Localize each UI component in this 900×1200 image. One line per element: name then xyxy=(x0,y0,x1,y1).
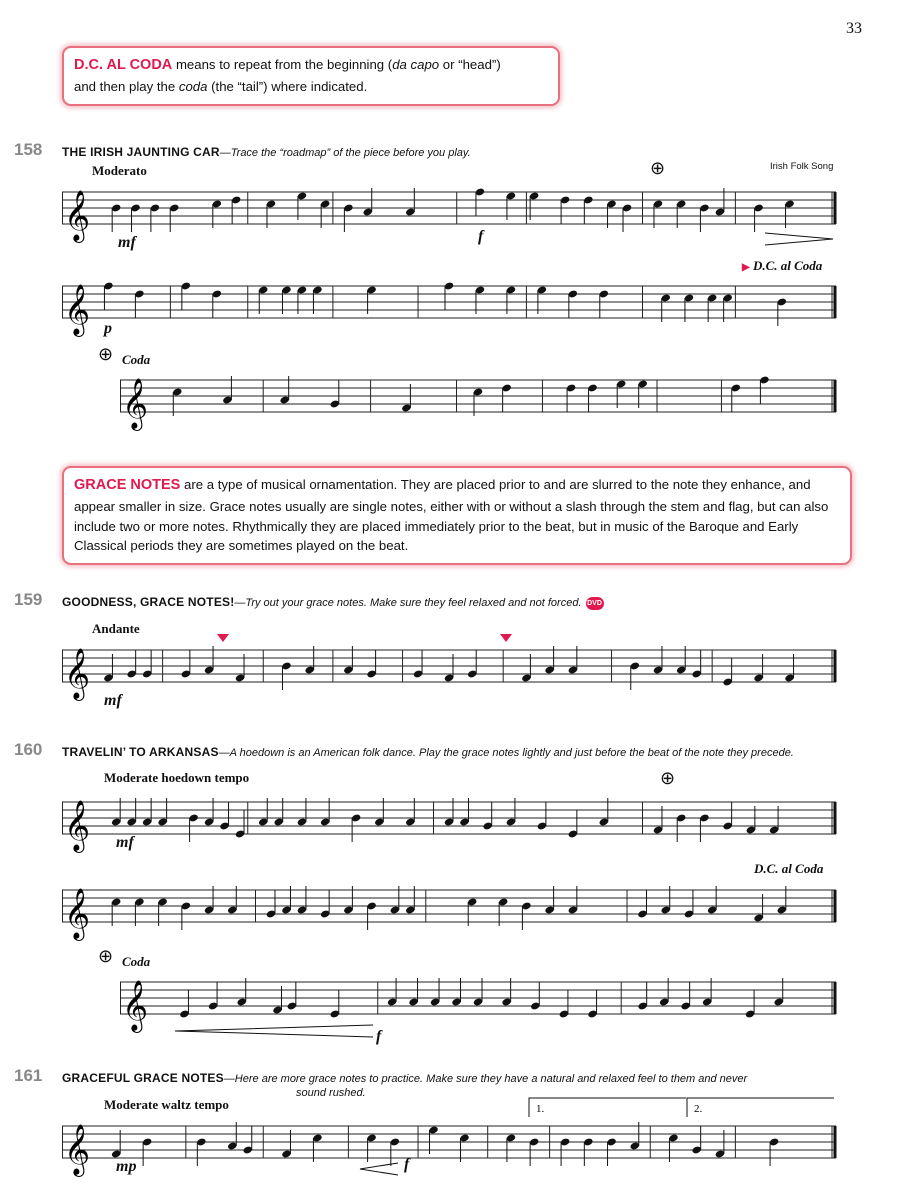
tempo-marking: Moderato xyxy=(92,163,147,178)
dc-term: D.C. AL CODA xyxy=(74,57,173,73)
music-staff-159 xyxy=(62,640,836,700)
dynamic-mf: mf xyxy=(104,692,122,709)
coda-sign-icon: ⊕ xyxy=(660,768,676,789)
crescendo-hairpin xyxy=(175,1024,375,1038)
treble-clef-icon: 𝄞 xyxy=(64,888,91,939)
exercise-title: GRACEFUL GRACE NOTES xyxy=(62,1071,224,1085)
coda-label: Coda xyxy=(122,352,151,367)
exercise-title: TRAVELIN’ TO ARKANSAS xyxy=(62,745,219,759)
music-staff-160-line2 xyxy=(62,880,836,940)
dc-italic-1: da capo xyxy=(392,57,440,72)
dc-al-coda-marking xyxy=(754,861,823,877)
dynamic-f: f xyxy=(404,1156,410,1173)
exercise-description: —Trace the “roadmap” of the piece before you play. xyxy=(219,147,471,159)
dc-text: means to repeat from the beginning ( xyxy=(172,57,393,72)
dynamic-f: f xyxy=(478,228,484,245)
dynamic-f: f xyxy=(376,1028,382,1045)
coda-sign-icon: ⊕ xyxy=(650,158,666,179)
first-ending-bracket xyxy=(528,1097,688,1117)
page-number: 33 xyxy=(846,20,862,37)
music-staff-160-coda xyxy=(120,972,836,1032)
exercise-heading-160 xyxy=(62,745,794,759)
dc-al-coda-box xyxy=(62,46,560,106)
exercise-title: THE IRISH JAUNTING CAR xyxy=(62,145,220,159)
treble-clef-icon: 𝄞 xyxy=(64,190,91,241)
tempo-marking: Moderate hoedown tempo xyxy=(104,770,250,785)
exercise-heading-159 xyxy=(62,595,604,610)
tempo-marking: Moderate waltz tempo xyxy=(104,1097,229,1112)
tempo-marking: Andante xyxy=(92,621,140,636)
grace-term: GRACE NOTES xyxy=(74,477,181,493)
decrescendo-hairpin xyxy=(765,232,835,246)
source-credit: Irish Folk Song xyxy=(770,161,834,172)
dc-text-mid: or “head”) xyxy=(439,57,501,72)
coda-label: Coda xyxy=(122,954,151,969)
treble-clef-icon: 𝄞 xyxy=(122,980,149,1031)
music-staff-158-line2 xyxy=(62,276,836,336)
crescendo-hairpin xyxy=(360,1162,400,1176)
exercise-number-158: 158 xyxy=(14,140,43,159)
treble-clef-icon: 𝄞 xyxy=(64,1124,91,1175)
grace-notes-box xyxy=(62,466,852,565)
first-ending-label: 1. xyxy=(536,1103,545,1115)
exercise-number-161: 161 xyxy=(14,1066,43,1085)
treble-clef-icon: 𝄞 xyxy=(64,284,91,335)
exercise-description: —Try out your grace notes. Make sure they feel relaxed and not forced. xyxy=(234,597,582,609)
treble-clef-icon: 𝄞 xyxy=(64,648,91,699)
grace-text: are a type of musical ornamentation. They are placed prior to and are slurred to the note they enhance, and appear smaller in size. Grace notes usually are single notes, either with or without a slash through the stem and flag, but can also include two or more notes. Rhythmically they are placed immediately prior to the beat, but in music of the Baroque and Early Classical periods they are sometimes played on the beat. xyxy=(74,477,829,554)
second-ending-bracket xyxy=(686,1097,836,1117)
exercise-title: GOODNESS, GRACE NOTES! xyxy=(62,595,235,609)
dynamic-mf: mf xyxy=(116,834,134,851)
dc-line2-after: (the “tail”) where indicated. xyxy=(207,78,368,94)
exercise-heading-161 xyxy=(62,1071,747,1085)
exercise-description: —A hoedown is an American folk dance. Play the grace notes lightly and just before the beat of the note they precede. xyxy=(218,747,794,759)
treble-clef-icon: 𝄞 xyxy=(64,800,91,851)
dvd-badge: DVD xyxy=(586,597,604,610)
exercise-number-159: 159 xyxy=(14,590,43,609)
dynamic-mf: mf xyxy=(118,234,136,251)
dynamic-p: p xyxy=(104,320,112,337)
second-ending-label: 2. xyxy=(694,1103,703,1115)
exercise-description-continued: sound rushed. xyxy=(296,1087,366,1099)
exercise-number-160: 160 xyxy=(14,740,43,759)
dc-al-coda-marking xyxy=(742,258,822,274)
music-staff-161 xyxy=(62,1116,836,1176)
exercise-heading-158 xyxy=(62,145,471,159)
dynamic-mp: mp xyxy=(116,1158,137,1175)
treble-clef-icon: 𝄞 xyxy=(122,378,149,429)
music-staff-158-line1 xyxy=(62,182,836,242)
music-staff-158-coda xyxy=(120,370,836,430)
dc-al-coda-text: D.C. al Coda xyxy=(754,861,824,876)
red-arrow-icon: ▶ xyxy=(742,262,750,273)
coda-sign-icon: ⊕ xyxy=(98,946,114,967)
dc-line2: and then play the xyxy=(74,78,179,94)
exercise-description: —Here are more grace notes to practice. Make sure they have a natural and relaxed feel to them and never xyxy=(223,1073,748,1085)
coda-sign-icon: ⊕ xyxy=(98,344,114,365)
dc-al-coda-text: D.C. al Coda xyxy=(752,258,823,273)
music-staff-160-line1 xyxy=(62,792,836,852)
dc-italic-2: coda xyxy=(178,78,208,94)
